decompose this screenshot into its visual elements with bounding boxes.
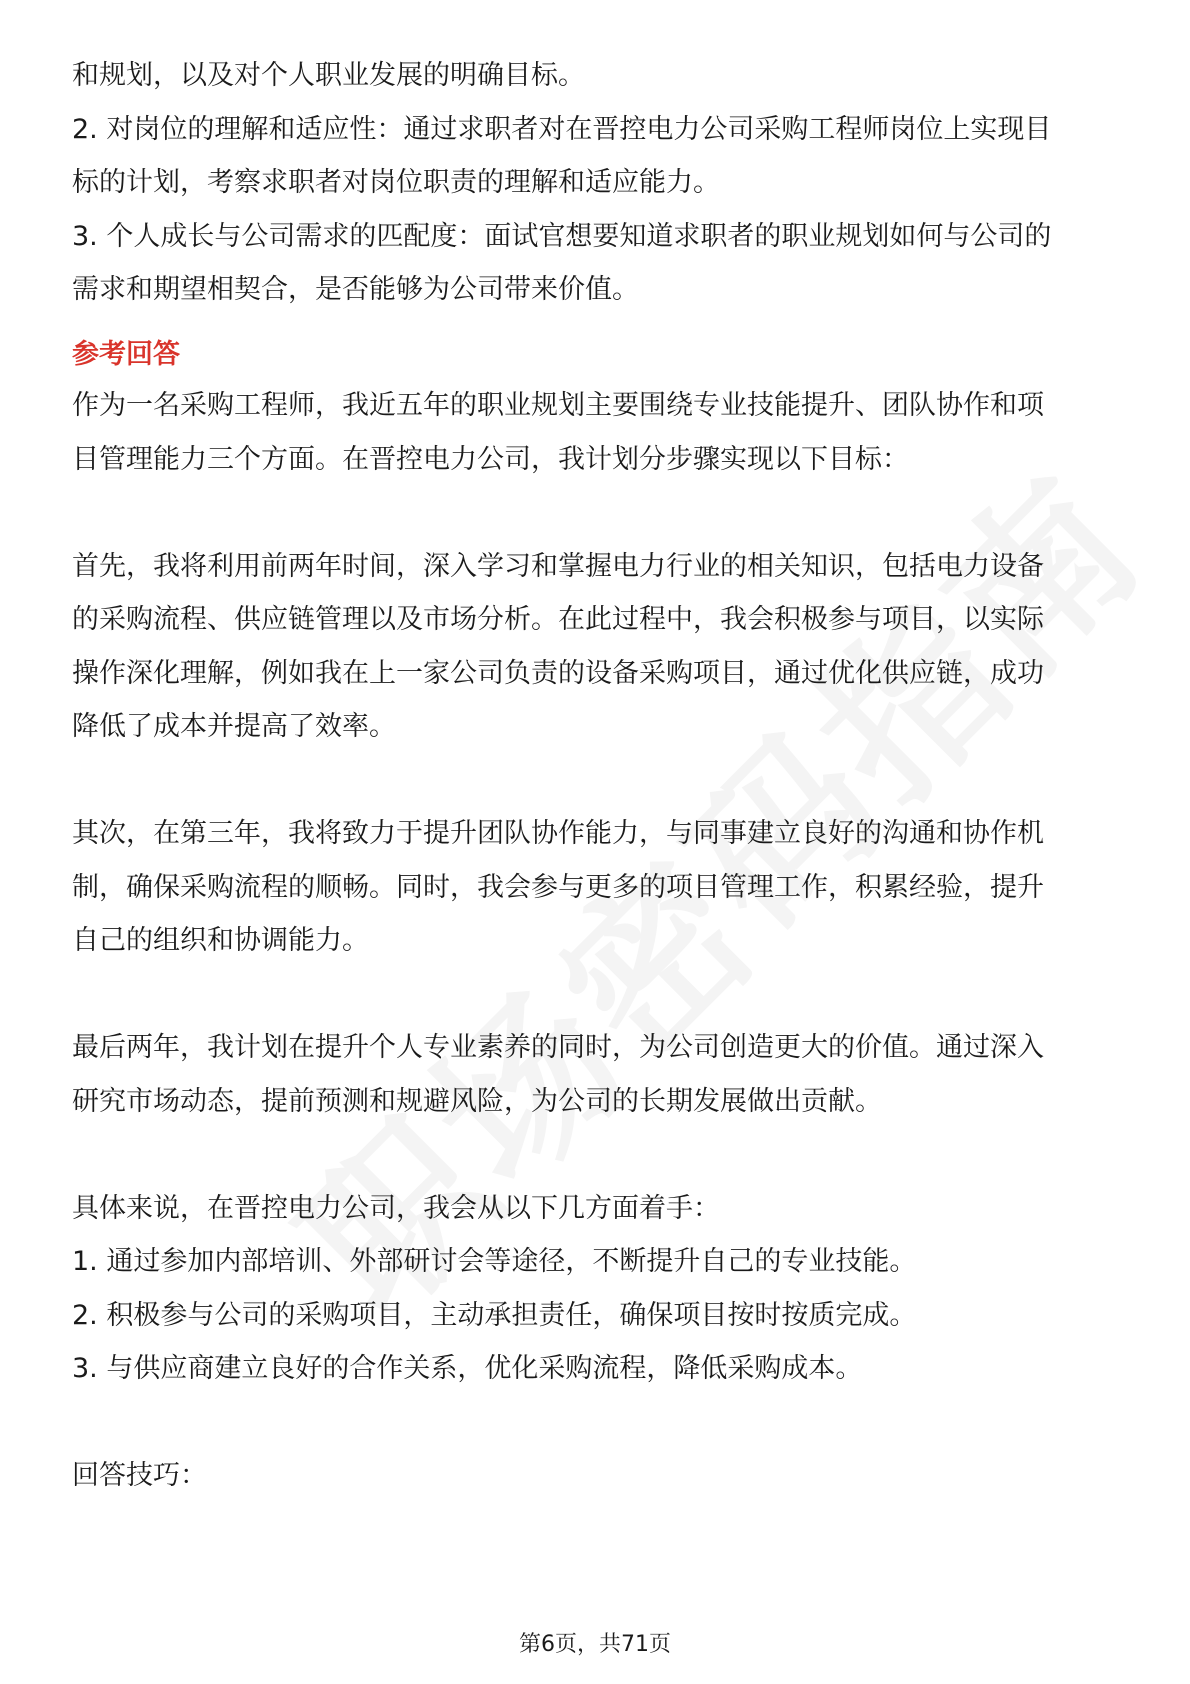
text-line: 首先，我将利用前两年时间，深入学习和掌握电力行业的相关知识，包括电力设备: [72, 551, 1044, 582]
section-heading: 参考回答: [72, 339, 180, 370]
text-line: 作为一名采购工程师，我近五年的职业规划主要围绕专业技能提升、团队协作和项: [72, 390, 1044, 421]
text-line: 制，确保采购流程的顺畅。同时，我会参与更多的项目管理工作，积累经验，提升: [72, 872, 1044, 903]
text-line: 其次，在第三年，我将致力于提升团队协作能力，与同事建立良好的沟通和协作机: [72, 818, 1044, 849]
text-line: 具体来说，在晋控电力公司，我会从以下几方面着手：: [72, 1193, 720, 1224]
page-number: 第6页，共71页: [519, 1632, 671, 1657]
text-line: 最后两年，我计划在提升个人专业素养的同时，为公司创造更大的价值。通过深入: [72, 1032, 1044, 1063]
text-line: 操作深化理解，例如我在上一家公司负责的设备采购项目，通过优化供应链，成功: [72, 658, 1044, 689]
list-item: 3. 个人成长与公司需求的匹配度：面试官想要知道求职者的职业规划如何与公司的: [72, 221, 1052, 252]
text-line: 需求和期望相契合，是否能够为公司带来价值。: [72, 274, 639, 305]
list-item: 3. 与供应商建立良好的合作关系，优化采购流程，降低采购成本。: [72, 1353, 863, 1384]
text-line: 和规划，以及对个人职业发展的明确目标。: [72, 60, 585, 91]
text-line: 标的计划，考察求职者对岗位职责的理解和适应能力。: [72, 167, 720, 198]
text-line: 降低了成本并提高了效率。: [72, 711, 396, 742]
text-line: 的采购流程、供应链管理以及市场分析。在此过程中，我会积极参与项目，以实际: [72, 604, 1044, 635]
text-line: 研究市场动态，提前预测和规避风险，为公司的长期发展做出贡献。: [72, 1086, 882, 1117]
text-line: 回答技巧：: [72, 1460, 207, 1491]
list-item: 1. 通过参加内部培训、外部研讨会等途径，不断提升自己的专业技能。: [72, 1246, 917, 1277]
list-item: 2. 对岗位的理解和适应性：通过求职者对在晋控电力公司采购工程师岗位上实现目: [72, 114, 1052, 145]
text-line: 自己的组织和协调能力。: [72, 925, 369, 956]
text-line: 目管理能力三个方面。在晋控电力公司，我计划分步骤实现以下目标：: [72, 444, 909, 475]
list-item: 2. 积极参与公司的采购项目，主动承担责任，确保项目按时按质完成。: [72, 1300, 917, 1331]
